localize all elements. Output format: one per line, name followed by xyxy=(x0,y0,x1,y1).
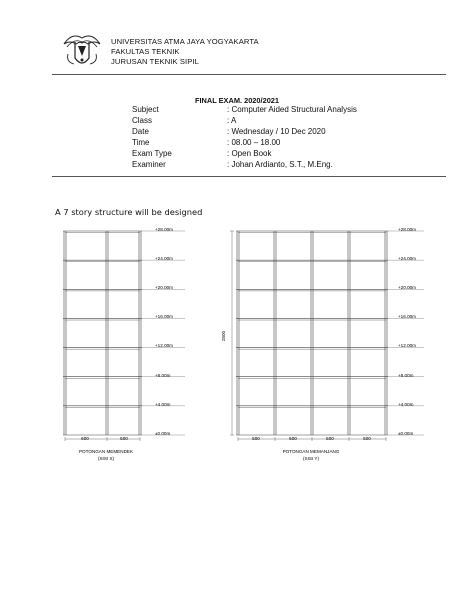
left-section-title: POTONGAN MEMENDEK xyxy=(78,449,134,454)
right-level-label: +20.00m xyxy=(398,285,417,290)
right-level-label: +12.00m xyxy=(398,343,417,348)
left-frame-structure xyxy=(63,231,185,441)
info-label: Examiner xyxy=(132,160,166,169)
university-name: UNIVERSITAS ATMA JAYA YOGYAKARTA xyxy=(111,37,259,46)
info-label: Subject xyxy=(132,105,159,114)
exam-info-table xyxy=(132,104,357,170)
exam-info-rule xyxy=(52,176,446,177)
exam-info-row xyxy=(132,115,357,126)
university-logo xyxy=(62,28,102,70)
exam-title: FINAL EXAM. 2020/2021 xyxy=(194,96,280,105)
left-span-label: 500 xyxy=(120,436,128,441)
left-level-label: +24.00m xyxy=(155,256,174,261)
exam-info-row xyxy=(132,126,357,137)
short-section-drawing xyxy=(50,222,195,470)
info-value: : 08.00 – 18.00 xyxy=(227,138,281,147)
info-value: : Johan Ardianto, S.T., M.Eng. xyxy=(227,160,333,169)
left-span-label: 600 xyxy=(81,436,89,441)
department-name: JURUSAN TEKNIK SIPIL xyxy=(111,57,199,66)
left-level-label: +8.00m xyxy=(155,373,171,378)
exam-info-row xyxy=(132,159,357,170)
exam-info-row xyxy=(132,137,357,148)
right-span-label: 500 xyxy=(252,436,260,441)
info-value: : A xyxy=(227,116,237,125)
info-label: Exam Type xyxy=(132,149,172,158)
left-level-label: +28.00m xyxy=(155,227,174,232)
right-height-dimension: 2800 xyxy=(221,330,226,342)
right-level-label: +16.00m xyxy=(398,314,417,319)
info-label: Date xyxy=(132,127,149,136)
exam-info-row xyxy=(132,104,357,115)
left-level-label: +12.00m xyxy=(155,343,174,348)
left-section-subtitle: (SISI X) xyxy=(97,456,115,461)
header-rule xyxy=(52,74,446,75)
exam-info-row xyxy=(132,148,357,159)
info-value: : Wednesday / 10 Dec 2020 xyxy=(227,127,326,136)
logo-emblem-icon xyxy=(62,28,102,70)
right-level-label: ±0.00m xyxy=(398,431,414,436)
right-span-label: 500 xyxy=(289,436,297,441)
info-value: : Open Book xyxy=(227,149,272,158)
right-level-label: +8.00m xyxy=(398,373,414,378)
left-level-label: +4.00m xyxy=(155,402,171,407)
left-level-label: +16.00m xyxy=(155,314,174,319)
right-frame-structure xyxy=(230,231,424,441)
info-label: Class xyxy=(132,116,153,125)
right-level-label: +4.00m xyxy=(398,402,414,407)
long-section-drawing xyxy=(212,222,424,480)
intro-text: A 7 story structure will be designed xyxy=(55,207,203,217)
right-span-label: 500 xyxy=(363,436,371,441)
faculty-name: FAKULTAS TEKNIK xyxy=(111,47,180,56)
right-level-label: +28.00m xyxy=(398,227,417,232)
left-level-label: +20.00m xyxy=(155,285,174,290)
left-level-label: ±0.00m xyxy=(155,431,171,436)
info-label: Time xyxy=(132,138,150,147)
right-level-label: +24.00m xyxy=(398,256,417,261)
right-span-label: 500 xyxy=(326,436,334,441)
right-section-subtitle: (SISI Y) xyxy=(303,456,319,461)
info-value: : Computer Aided Structural Analysis xyxy=(227,105,357,114)
right-section-title: POTONGAN MEMANJANG xyxy=(282,449,340,454)
